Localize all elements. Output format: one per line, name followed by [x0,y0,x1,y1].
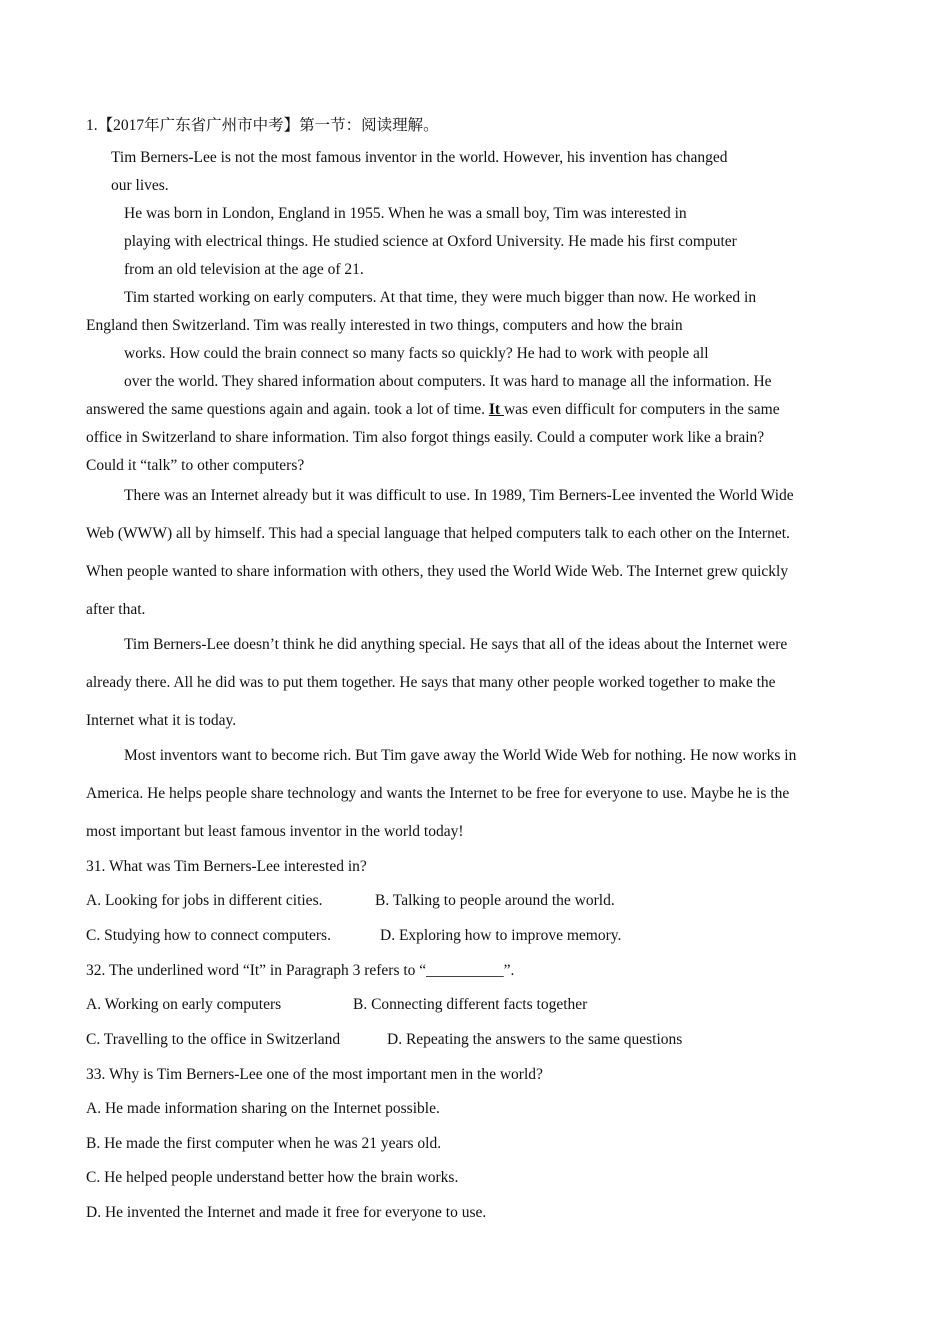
question-32-option-c: C. Travelling to the office in Switzerland [86,1031,341,1048]
passage-p3-line-2: England then Switzerland. Tim was really interested in two things, computers and how the brain [86,317,683,334]
question-32-stem: 32. The underlined word “It” in Paragraph 3 refers to “__________”. [86,962,515,979]
question-33-stem: 33. Why is Tim Berners-Lee one of the most important men in the world? [86,1066,543,1083]
passage-p2-line-3: from an old television at the age of 21. [124,261,364,278]
passage-p4-line-2: Web (WWW) all by himself. This had a special language that helped computers talk to each other on the Internet. [86,525,790,542]
question-33-option-c: C. He helped people understand better how the brain works. [86,1169,459,1186]
passage-p1-line-1: Tim Berners-Lee is not the most famous inventor in the world. However, his invention has changed [111,149,728,166]
passage-p5-line-2: already there. All he did was to put them together. He says that many other people worked together to make the [86,674,776,691]
passage-p4-line-3: When people wanted to share information with others, they used the World Wide Web. The Internet grew quickly [86,563,789,580]
question-31-stem: 31. What was Tim Berners-Lee interested in? [86,858,367,875]
passage-p4-line-1: There was an Internet already but it was difficult to use. In 1989, Tim Berners-Lee invented the World Wide [124,487,794,504]
question-32-option-b: B. Connecting different facts together [353,996,588,1013]
passage-p5-line-1: Tim Berners-Lee doesn’t think he did anything special. He says that all of the ideas about the Internet were [124,636,788,653]
question-31-option-c: C. Studying how to connect computers. [86,927,331,944]
passage-p3-line-5 [86,400,780,420]
question-31-option-b: B. Talking to people around the world. [375,892,615,909]
passage-p6-line-1: Most inventors want to become rich. But Tim gave away the World Wide Web for nothing. He now works in [124,747,797,764]
question-33-option-a: A. He made information sharing on the Internet possible. [86,1100,440,1117]
question-32-option-d: D. Repeating the answers to the same questions [387,1031,683,1048]
passage-p4-line-4: after that. [86,601,146,618]
question-32-option-a: A. Working on early computers [86,996,282,1013]
question-33-option-d: D. He invented the Internet and made it free for everyone to use. [86,1204,487,1221]
question-31-option-d: D. Exploring how to improve memory. [380,927,622,944]
passage-p2-line-1: He was born in London, England in 1955. When he was a small boy, Tim was interested in [124,205,687,222]
passage-p3-line-7: Could it “talk” to other computers? [86,457,305,474]
underlined-word-it: It [488,401,504,418]
question-31-option-a: A. Looking for jobs in different cities. [86,892,323,909]
passage-p5-line-3: Internet what it is today. [86,712,237,729]
passage-p3-line-5-after: was even difficult for computers in the same [503,401,780,418]
passage-p3-line-5-before: answered the same questions again and again. took a lot of time. [86,401,489,418]
passage-p3-line-3: works. How could the brain connect so many facts so quickly? He had to work with people all [124,345,709,362]
passage-p3-line-6: office in Switzerland to share information. Tim also forgot things easily. Could a computer work like a brain? [86,429,765,446]
passage-p2-line-2: playing with electrical things. He studied science at Oxford University. He made his first computer [124,233,737,250]
passage-p3-line-1: Tim started working on early computers. At that time, they were much bigger than now. He worked in [124,289,757,306]
passage-p1-line-2: our lives. [111,177,169,194]
passage-p6-line-3: most important but least famous inventor in the world today! [86,823,464,840]
question-33-option-b: B. He made the first computer when he was 21 years old. [86,1135,442,1152]
question-heading: 1.【2017年广东省广州市中考】第一节：阅读理解。 [86,117,439,134]
passage-p3-line-4: over the world. They shared information about computers. It was hard to manage all the information. He [124,373,772,390]
passage-p6-line-2: America. He helps people share technology and wants the Internet to be free for everyone to use. Maybe he is the [86,785,790,802]
